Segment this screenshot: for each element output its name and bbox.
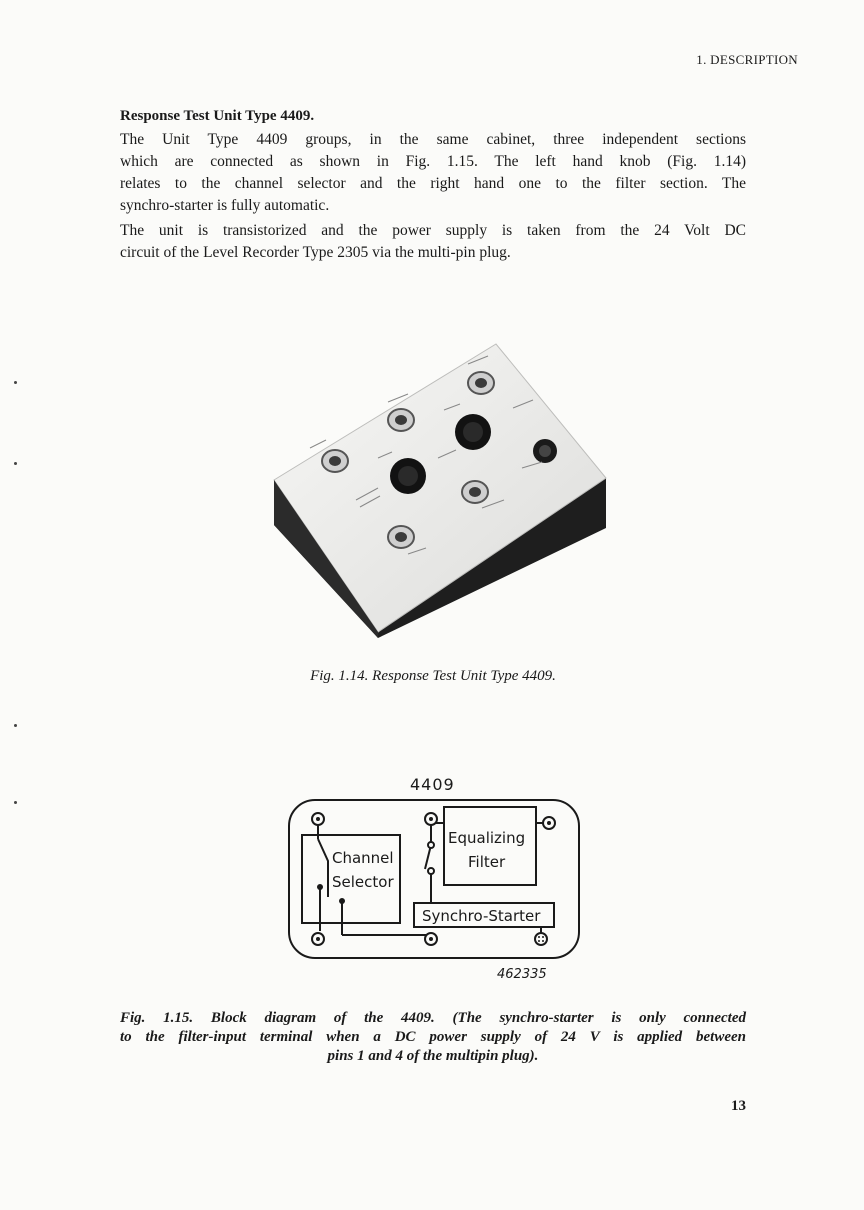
running-header: 1. DESCRIPTION bbox=[696, 52, 798, 67]
jack-channel-output bbox=[322, 450, 348, 472]
section-title: Response Test Unit Type 4409. bbox=[120, 108, 315, 124]
paragraph-1-line: synchro-starter is fully automatic. bbox=[120, 197, 330, 214]
filter-knob bbox=[455, 414, 491, 450]
synchro-starter-label: Synchro-Starter bbox=[422, 907, 541, 925]
block-diagram-title: 4409 bbox=[410, 775, 455, 794]
margin-mark bbox=[14, 801, 17, 804]
margin-mark bbox=[14, 381, 17, 384]
terminal-multipin-plug bbox=[535, 933, 547, 945]
paragraph-1 bbox=[120, 129, 746, 217]
paragraph-2-line: circuit of the Level Recorder Type 2305 via the multi-pin plug. bbox=[120, 244, 511, 261]
block-diagram bbox=[286, 797, 582, 963]
figure-1-caption: Fig. 1.14. Response Test Unit Type 4409. bbox=[310, 668, 556, 684]
jack-filter-output bbox=[468, 372, 494, 394]
margin-mark bbox=[14, 724, 17, 727]
diagram-reference-number: 462335 bbox=[497, 967, 547, 982]
paragraph-1-line: which are connected as shown in Fig. 1.15. The left hand knob (Fig. 1.14) bbox=[120, 153, 746, 170]
paragraph-2 bbox=[120, 220, 746, 264]
jack-right-channel-input bbox=[462, 481, 488, 503]
jack-left-channel-input bbox=[388, 526, 414, 548]
device-photo bbox=[268, 340, 608, 640]
channel-selector-knob bbox=[390, 458, 426, 494]
figure-2-caption bbox=[120, 1009, 746, 1066]
channel-selector-label-2: Selector bbox=[332, 873, 394, 891]
figure-2-caption-line: pins 1 and 4 of the multipin plug). bbox=[327, 1048, 539, 1064]
paragraph-2-line: The unit is transistorized and the power supply is taken from the 24 Volt DC bbox=[120, 222, 746, 239]
margin-mark bbox=[14, 462, 17, 465]
equalizing-filter-label-1: Equalizing bbox=[448, 829, 526, 847]
page-number: 13 bbox=[731, 1098, 746, 1114]
figure-2-caption-line: Fig. 1.15. Block diagram of the 4409. (The synchro-starter is only connected bbox=[120, 1010, 746, 1026]
jack-filter-input bbox=[388, 409, 414, 431]
multipin-plug bbox=[533, 439, 557, 463]
paragraph-1-line: The Unit Type 4409 groups, in the same cabinet, three independent sections bbox=[120, 131, 746, 148]
figure-2-caption-line: to the filter-input terminal when a DC power supply of 24 V is applied between bbox=[120, 1029, 746, 1045]
device-top-face bbox=[274, 344, 606, 632]
channel-selector-label-1: Channel bbox=[332, 849, 394, 867]
paragraph-1-line: relates to the channel selector and the right hand one to the filter section. The bbox=[120, 175, 746, 192]
equalizing-filter-label-2: Filter bbox=[468, 853, 506, 871]
